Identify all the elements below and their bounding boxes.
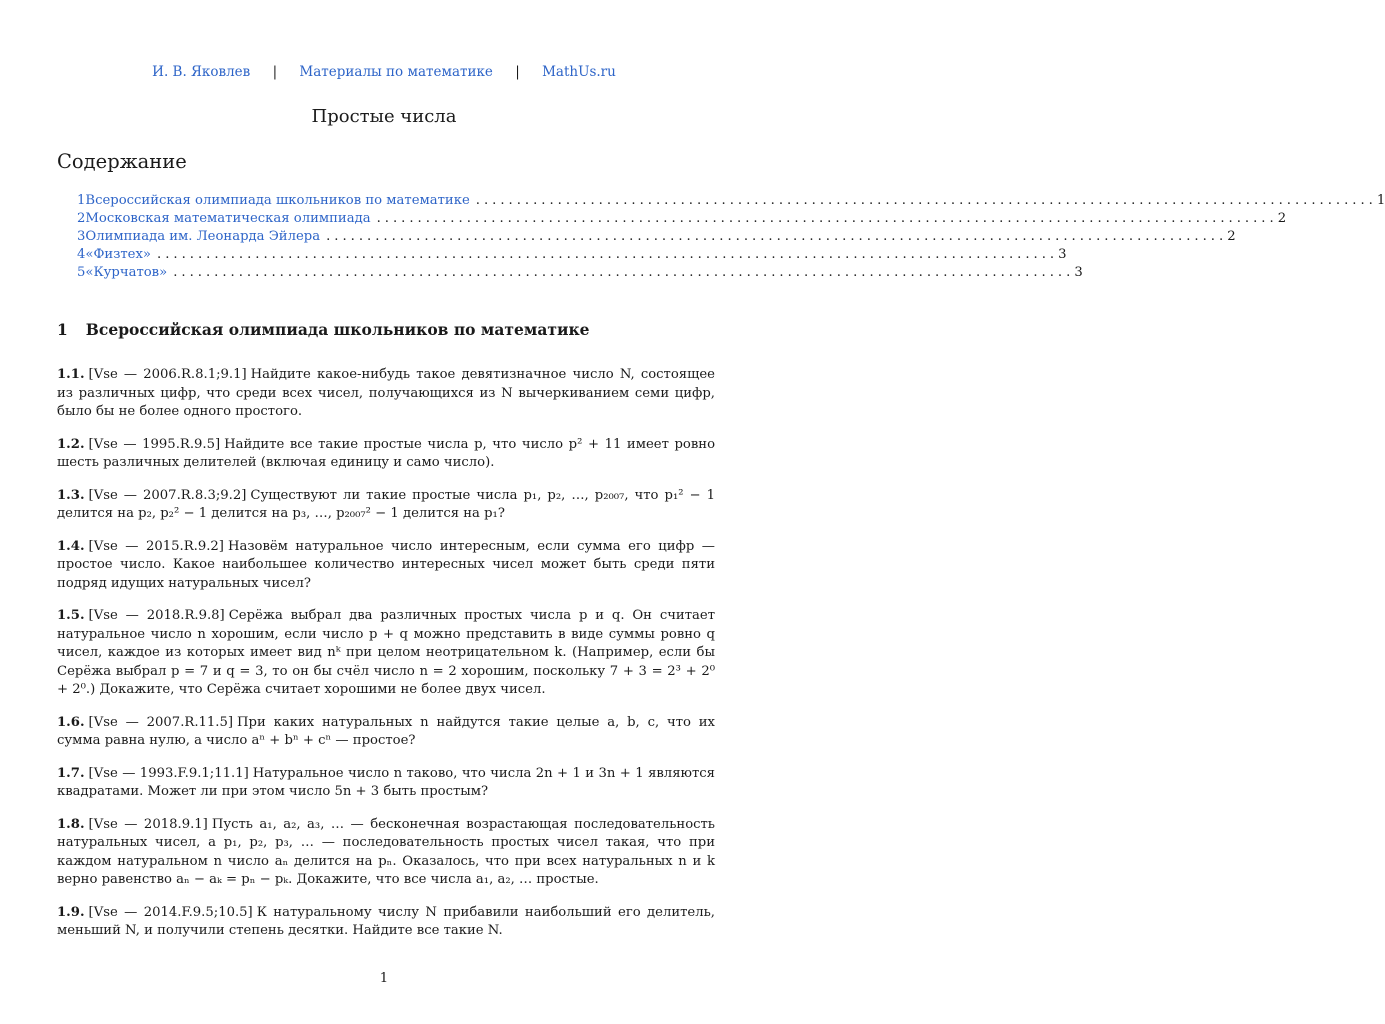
problem-source: [Vse — 2007.R.11.5]: [88, 714, 234, 730]
problem-text: Назовём натуральное число интересным, если сумма его цифр — простое число. Какое наибольшее количество интересных чисел может быть среди пяти подряд идущих натуральных чисел?: [57, 538, 715, 591]
problem-source: [Vse — 1993.F.9.1;11.1]: [88, 765, 249, 781]
problem-number: 1.4.: [57, 538, 85, 554]
problem-source: [Vse — 1995.R.9.5]: [88, 436, 221, 452]
section-number: 1: [57, 320, 68, 339]
problem-source: [Vse — 2006.R.8.1;9.1]: [88, 367, 247, 382]
toc-entry[interactable]: [77, 192, 1385, 210]
toc-entry-title[interactable]: «Курчатов»: [85, 265, 168, 280]
toc-entry-number: 1: [77, 193, 86, 208]
toc-leader-dots: ..............................................................................................................: [157, 247, 1059, 262]
toc-entry-page: 3: [1074, 265, 1083, 280]
site-link[interactable]: MathUs.ru: [542, 64, 616, 80]
problem-item: [57, 816, 715, 890]
problem-number: 1.5.: [57, 608, 85, 623]
toc-entry-page: 3: [1058, 247, 1067, 262]
toc-entry[interactable]: [77, 264, 1083, 282]
page-number: 1: [379, 971, 389, 986]
problem-text: Натуральное число n таково, что числа 2n + 1 и 3n + 1 являются квадратами. Может ли при этом число 5n + 3 быть простым?: [57, 765, 715, 799]
toc-entry[interactable]: [77, 228, 1236, 246]
problem-item: [57, 904, 715, 941]
problem-text: Серёжа выбрал два различных простых числа p и q. Он считает натуральное число n хорошим, если число p + q можно представить в виде суммы ровно q чисел, каждое из которых имеет вид nᵏ при целом неотрицательном k. (Например, если бы Серёжа выбрал p = 7 и q = 3, то он бы счёл число n = 2 хорошим, поскольку 7 + 3 = 2³ + 2⁰ + 2⁰.) Докажите, что Серёжа считает хорошими не более двух чисел.: [57, 608, 715, 697]
toc-entry-page: 2: [1227, 229, 1236, 244]
problem-number: 1.3.: [57, 487, 85, 503]
problem-item: [57, 487, 715, 524]
author-link[interactable]: И. В. Яковлев: [152, 64, 251, 80]
problem-source: [Vse — 2018.9.1]: [88, 816, 208, 832]
problem-text: Найдите все такие простые числа p, что число p² + 11 имеет ровно шесть различных делителей (включая единицу и само число).: [57, 436, 716, 470]
problem-number: 1.9.: [57, 904, 85, 920]
toc-leader-dots: ..............................................................................................................: [326, 229, 1228, 244]
problem-source: [Vse — 2014.F.9.5;10.5]: [88, 904, 253, 920]
toc-entry-title[interactable]: Олимпиада им. Леонарда Эйлера: [85, 229, 321, 244]
problem-item: [57, 366, 715, 422]
document-title: Простые числа: [311, 106, 457, 127]
problem-list: [57, 366, 715, 955]
problem-item: [57, 607, 715, 700]
toc-leader-dots: ..............................................................................................................: [475, 193, 1377, 208]
toc-entry-number: 5: [77, 265, 86, 280]
problem-number: 1.6.: [57, 714, 85, 730]
toc-entry-page: 1: [1376, 193, 1385, 208]
table-of-contents: [77, 192, 1385, 282]
problem-number: 1.7.: [57, 765, 85, 781]
toc-leader-dots: ..............................................................................................................: [376, 211, 1278, 226]
problem-text: При каких натуральных n найдутся такие целые a, b, c, что их сумма равна нулю, а число aⁿ + bⁿ + cⁿ — простое?: [57, 714, 715, 748]
problem-item: [57, 538, 715, 594]
page-header: [0, 63, 768, 81]
toc-entry-title[interactable]: Всероссийская олимпиада школьников по математике: [85, 193, 470, 208]
section-heading: [57, 321, 590, 339]
toc-entry-number: 3: [77, 229, 86, 244]
toc-entry-number: 4: [77, 247, 86, 262]
toc-entry[interactable]: [77, 246, 1067, 264]
problem-number: 1.1.: [57, 367, 85, 382]
problem-item: [57, 714, 715, 751]
problem-item: [57, 765, 715, 802]
toc-entry-page: 2: [1277, 211, 1287, 226]
section-title: Всероссийская олимпиада школьников по математике: [85, 320, 590, 339]
toc-entry-title[interactable]: «Физтех»: [85, 247, 151, 262]
toc-entry-title[interactable]: Московская математическая олимпиада: [85, 211, 371, 226]
problem-number: 1.8.: [57, 816, 85, 832]
toc-entry-number: 2: [77, 211, 86, 226]
materials-link[interactable]: Материалы по математике: [299, 64, 493, 80]
problem-source: [Vse — 2007.R.8.3;9.2]: [88, 487, 247, 503]
toc-heading: Содержание: [57, 150, 187, 173]
problem-text: Пусть a₁, a₂, a₃, … — бесконечная возрастающая последовательность натуральных чисел, а p₁, p₂, p₃, … — последовательность простых чисел такая, что при каждом натуральном n число aₙ делится на pₙ. Оказалось, что при всех натуральных n и k верно равенство aₙ − aₖ = pₙ − pₖ. Докажите, что все числа a₁, a₂, … простые.: [57, 816, 715, 887]
problem-text: Найдите какое-нибудь такое девятизначное число N, состоящее из различных цифр, что среди всех чисел, получающихся из N вычеркиванием семи цифр, было бы не более одного простого.: [57, 367, 715, 419]
toc-leader-dots: ..............................................................................................................: [173, 265, 1075, 280]
problem-item: [57, 436, 715, 473]
header-separator: |: [272, 64, 278, 80]
problem-text: Существуют ли такие простые числа p₁, p₂, …, p₂₀₀₇, что p₁² − 1 делится на p₂, p₂² − 1 делится на p₃, …, p₂₀₀₇² − 1 делится на p₁?: [57, 487, 715, 521]
toc-entry[interactable]: [77, 210, 1287, 228]
problem-text: К натуральному числу N прибавили наибольший его делитель, меньший N, и получили степень десятки. Найдите все такие N.: [57, 904, 715, 938]
problem-source: [Vse — 2018.R.9.8]: [88, 608, 225, 623]
problem-source: [Vse — 2015.R.9.2]: [88, 538, 224, 554]
header-separator: |: [515, 64, 520, 80]
problem-number: 1.2.: [57, 436, 85, 452]
